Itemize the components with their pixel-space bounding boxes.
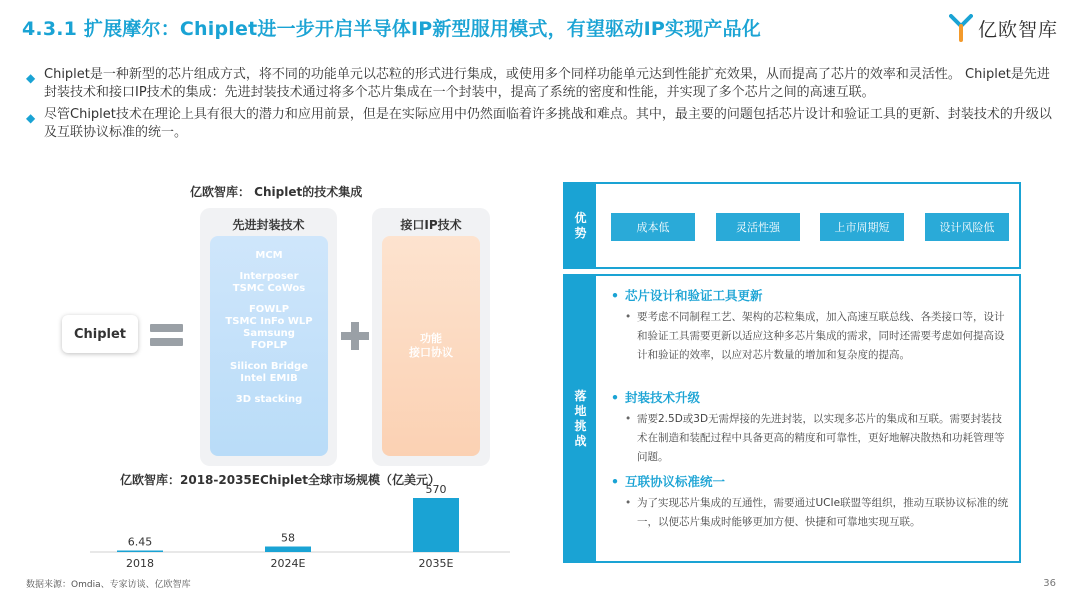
- challenge-desc: • 要考虑不同制程工艺、架构的芯粒集成，加入高速互联总线、各类接口等，设计和验证工具需要更新以适应这种多芯片集成的需求，同时还需要考虑如何提高设计和验证的效率，以应对芯片数量的增加和复杂度的提高。: [611, 308, 1011, 365]
- tech-group: [233, 271, 306, 295]
- bullet-text: Chiplet是一种新型的芯片组成方式，将不同的功能单元以芯粒的形式进行集成，或使用多个同样功能单元达到性能扩充效果，从而提高了芯片的效率和灵活性。 Chiplet是先进封装技术和接口IP技术的集成：先进封装技术通过将多个芯片集成在一个封装中，提高了系统的密度和性能，并实现了多个芯片之间的高速互联。: [44, 67, 1050, 100]
- tech-item: FOWLP: [248, 304, 290, 315]
- tech-group: [236, 394, 303, 406]
- diamond-bullet-icon: ◆: [26, 71, 36, 85]
- interface-column: [372, 208, 490, 466]
- data-source: 数据来源：Omdia、专家访谈、亿欧智库: [26, 580, 191, 590]
- challenge-item: [611, 288, 1011, 365]
- advantage-tag: 上市周期短: [820, 213, 904, 241]
- bar-value-label: 6.45: [127, 535, 153, 549]
- bullet-item: [26, 106, 1056, 142]
- logo-text: 亿欧智库: [977, 18, 1058, 41]
- tech-group: [230, 361, 308, 385]
- challenges-label: 落地挑战: [565, 276, 596, 561]
- bullet-item: [26, 66, 1056, 102]
- category-label: 2035E: [418, 557, 454, 570]
- tech-group: [225, 304, 312, 352]
- chiplet-label: Chiplet: [73, 326, 127, 342]
- dot-bullet-icon: •: [611, 474, 619, 489]
- integration-title: 亿欧智库： Chiplet的技术集成: [190, 185, 363, 199]
- challenge-desc: • 为了实现芯片集成的互通性，需要通过UCIe联盟等组织，推动互联协议标准的统一，以便芯片集成时能够更加方便、快捷和可靠地实现互联。: [611, 494, 1011, 532]
- tech-item: FOPLP: [250, 340, 288, 351]
- plus-icon: [341, 322, 369, 350]
- chart-bar: [413, 498, 459, 552]
- chart-bar: [117, 551, 163, 553]
- packaging-list: [210, 236, 328, 456]
- chiplet-box: [62, 315, 138, 353]
- interface-line: 接口协议: [409, 346, 453, 359]
- bar-value-label: 570: [425, 484, 447, 496]
- tech-item: Samsung: [243, 328, 295, 339]
- interface-header: 接口IP技术: [400, 218, 462, 232]
- dot-bullet-icon: •: [625, 413, 632, 425]
- tech-item: TSMC CoWos: [232, 283, 306, 294]
- bullet-text: 尽管Chiplet技术在理论上具有很大的潜力和应用前景，但是在实际应用中仍然面临着许多挑战和难点。其中，最主要的问题包括芯片设计和验证工具的更新、封装技术的升级以及互联协议标准的统一。: [44, 107, 1052, 140]
- advantage-tag: 设计风险低: [925, 213, 1009, 241]
- page-title: 4.3.1 扩展摩尔：Chiplet进一步开启半导体IP新型服用模式，有望驱动IP实现产品化: [22, 18, 761, 40]
- tech-item: Interposer: [239, 271, 299, 282]
- packaging-column: [200, 208, 337, 466]
- challenges-box: [563, 274, 1021, 563]
- challenge-title: • 互联协议标准统一: [611, 474, 726, 489]
- advantages-label: 优势: [565, 184, 596, 267]
- challenge-item: [611, 474, 1011, 532]
- tech-item: Intel EMIB: [240, 373, 298, 384]
- advantage-tag: 成本低: [611, 213, 695, 241]
- equals-icon: [150, 321, 183, 349]
- bar-value-label: 58: [281, 531, 295, 545]
- tech-group: [255, 250, 282, 262]
- page-number: 36: [1043, 578, 1056, 589]
- logo: [949, 14, 1058, 42]
- logo-mark-icon: [949, 14, 973, 42]
- market-size-chart: [90, 484, 510, 579]
- packaging-header: 先进封装技术: [232, 218, 305, 232]
- interface-line: 功能: [420, 332, 442, 345]
- category-label: 2018: [126, 557, 154, 570]
- tech-item: Silicon Bridge: [230, 361, 308, 372]
- advantages-box: [563, 182, 1021, 269]
- advantage-tag: 灵活性强: [716, 213, 800, 241]
- tech-item: MCM: [255, 250, 283, 261]
- interface-list: [382, 236, 480, 456]
- category-label: 2024E: [270, 557, 306, 570]
- tech-item: TSMC InFo WLP: [225, 316, 313, 327]
- dot-bullet-icon: •: [611, 288, 619, 303]
- challenge-title: • 芯片设计和验证工具更新: [611, 288, 763, 303]
- intro-bullets: [26, 66, 1056, 146]
- dot-bullet-icon: •: [611, 390, 619, 405]
- chart-bar: [265, 547, 311, 552]
- diamond-bullet-icon: ◆: [26, 111, 36, 125]
- challenge-desc: • 需要2.5D或3D无需焊接的先进封装，以实现多芯片的集成和互联。需要封装技术在制造和装配过程中具备更高的精度和可靠性，更好地解决散热和功耗管理等问题。: [611, 410, 1011, 467]
- challenge-title: • 封装技术升级: [611, 390, 701, 405]
- dot-bullet-icon: •: [625, 311, 632, 323]
- tech-item: 3D stacking: [235, 394, 303, 405]
- chart-title: 亿欧智库：2018-2035EChiplet全球市场规模（亿美元）: [120, 473, 441, 487]
- dot-bullet-icon: •: [625, 497, 632, 509]
- challenge-item: [611, 390, 1011, 467]
